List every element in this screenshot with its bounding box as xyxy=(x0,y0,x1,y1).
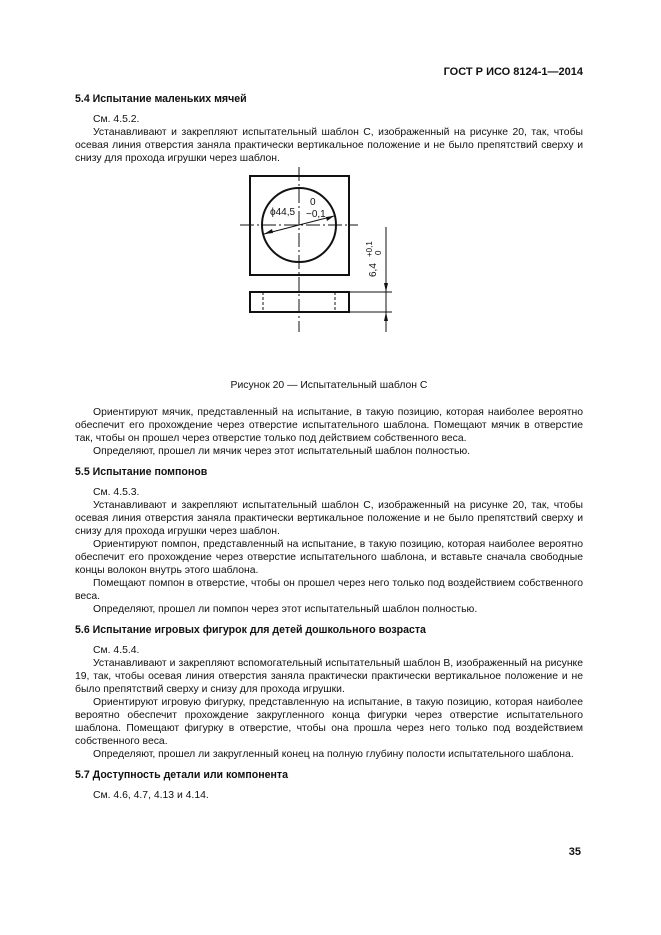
paragraph: Определяют, прошел ли мячик через этот испытательный шаблон полностью. xyxy=(93,446,471,457)
height-tol-lower: 0 xyxy=(374,250,383,255)
paragraph: См. 4.5.2. xyxy=(93,114,140,125)
paragraph: Ориентируют помпон, представленный на испытание, в такую позицию, которая наиболее вероятно обеспечит его прохождение через отверстие испытательного шаблона, и вставьте сначала свободные концы волокон внутрь этого шаблона. xyxy=(75,539,583,576)
height-tol-upper: +0,1 xyxy=(365,241,374,257)
paragraph: Определяют, прошел ли закругленный конец на полную глубину полости испытательного шаблона. xyxy=(93,749,574,760)
section-heading: 5.7 Доступность детали или компонента xyxy=(75,769,288,781)
paragraph: Определяют, прошел ли помпон через этот испытательный шаблон полностью. xyxy=(93,604,478,615)
paragraph: Устанавливают и закрепляют испытательный шаблон С, изображенный на рисунке 20, так, чтобы осевая линия отверстия заняла практически вертикальное положение и не было препятствий сверху и снизу для прохода игрушки через шаблон. xyxy=(75,127,583,164)
page-header: ГОСТ Р ИСО 8124-1—2014 xyxy=(443,66,583,78)
paragraph: Устанавливают и закрепляют вспомогательный испытательный шаблон В, изображенный на рисунке 19, так, чтобы осевая линия отверстия заняла практически практически вертикальное положение и не было препятствий сверху и снизу для прохода игрушки. xyxy=(75,658,583,695)
diameter-label: ϕ44,5 xyxy=(270,207,296,218)
paragraph: Устанавливают и закрепляют испытательный шаблон С, изображенный на рисунке 20, так, чтобы осевая линия отверстия заняла практически вертикальное положение и не было препятствий сверху и снизу для прохода игрушки через шаблон. xyxy=(75,500,583,537)
height-label: 6,4 xyxy=(368,263,379,277)
paragraph: См. 4.5.4. xyxy=(93,645,140,656)
paragraph: См. 4.6, 4.7, 4.13 и 4.14. xyxy=(93,790,209,801)
figure-20 xyxy=(75,165,583,365)
section-heading: 5.4 Испытание маленьких мячей xyxy=(75,93,247,105)
figure-caption: Рисунок 20 — Испытательный шаблон С xyxy=(230,380,428,391)
section-heading: 5.5 Испытание помпонов xyxy=(75,466,208,478)
template-c-drawing xyxy=(75,165,583,365)
paragraph: Ориентируют мячик, представленный на испытание, в такую позицию, которая наиболее вероятно обеспечит его прохождение через отверстие испытательного шаблона. Помещают мячик в отверстие так, чтобы он прошел через отверстие только под действием собственного веса. xyxy=(75,407,583,444)
page-number: 35 xyxy=(568,846,581,858)
section-heading: 5.6 Испытание игровых фигурок для детей дошкольного возраста xyxy=(75,624,426,636)
diameter-tol-upper: 0 xyxy=(310,197,316,208)
diameter-tol-lower: −0,1 xyxy=(306,209,326,220)
paragraph: Ориентируют игровую фигурку, представленную на испытание, в такую позицию, которая наиболее вероятно обеспечит прохождение закругленного конца фигурки через отверстие испытательного шаблона. Помещают фигурку в отверстие, чтобы она прошла через него только под воздействием собственного веса. xyxy=(75,697,583,747)
body-text xyxy=(75,93,583,802)
paragraph: Помещают помпон в отверстие, чтобы он прошел через него только под воздействием собственного веса. xyxy=(75,578,583,602)
paragraph: См. 4.5.3. xyxy=(93,487,140,498)
